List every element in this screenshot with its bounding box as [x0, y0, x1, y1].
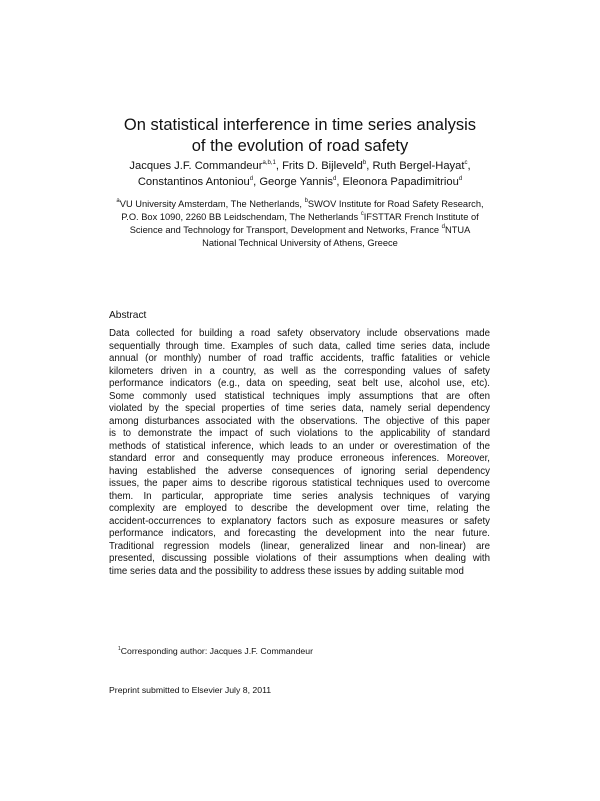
abstract-line: is to demonstrate the impact of such violations to the applicability of standard — [109, 428, 490, 439]
affiliation-text: IFSTTAR French Institute of — [363, 212, 479, 222]
abstract-heading: Abstract — [109, 310, 147, 321]
affil-mark: a — [116, 198, 120, 204]
abstract-line: issues, the paper aims to describe rigorous statistical techniques used to overcome — [109, 478, 490, 489]
abstract-line: sequentially through time. Examples of such data, called time series data, include — [109, 340, 490, 352]
affil-mark: c — [360, 211, 364, 217]
affiliation-text: NTUA — [445, 225, 471, 235]
author-affil-mark: a,b, — [262, 160, 273, 166]
author-name: Eleonora Papadimitriou — [342, 176, 459, 188]
abstract-line: having established the adverse consequences of ignoring serial dependency — [109, 465, 490, 477]
corresponding-author-footnote — [118, 646, 313, 656]
author-name: Jacques J.F. Commandeur — [129, 160, 263, 172]
affiliation-text: P.O. Box 1090, 2260 BB Leidschendam, The Netherlands — [121, 212, 359, 222]
affiliation-text: SWOV Institute for Road Safety Research, — [307, 199, 484, 209]
abstract-body — [109, 328, 490, 578]
author-affil-mark: b — [362, 160, 367, 166]
affiliation-text: VU University Amsterdam, The Netherlands — [119, 199, 300, 209]
abstract-line: Some commonly used statistical techniques imply assumptions that are often — [109, 390, 490, 402]
abstract-line: Data collected for building a road safety observatory include observations made — [109, 328, 490, 339]
abstract-line: among disturbances associated with the observations. The objective of this paper — [109, 415, 490, 427]
abstract-line: violated by the special properties of time series data, namely serial dependency — [109, 403, 490, 414]
abstract-line: kilometers driven in a country, as well as the corresponding values of safety — [109, 365, 490, 377]
affiliation-line-3 — [55, 224, 545, 237]
abstract-line: performance indicators, and forecasting the development into the near future. — [109, 528, 490, 539]
author-name: George Yannis — [259, 176, 333, 188]
author-name: Frits D. Bijleveld — [282, 160, 363, 172]
paper-title — [60, 115, 540, 157]
affiliation-line-4 — [55, 237, 545, 250]
abstract-line: standard error and consequently may produce erroneous inferences. Moreover, — [109, 453, 490, 464]
abstract-line: them. In particular, appropriate time series analysis techniques of varying — [109, 490, 490, 502]
abstract-line: presented, discussing possible violations of their assumptions when dealing with — [109, 553, 490, 564]
abstract-line: complexity are employed to describe the development over time, relating the — [109, 503, 490, 514]
author-affil-mark: c — [464, 160, 468, 166]
affil-mark: b — [304, 198, 308, 204]
corresponding-author-mark: 1 — [272, 160, 276, 166]
abstract-line: Traditional regression models (linear, generalized linear and non-linear) are — [109, 540, 490, 552]
affiliations — [55, 198, 545, 250]
footnote-mark: 1 — [118, 646, 121, 652]
affiliation-line-2 — [55, 211, 545, 224]
author-affil-mark: d — [249, 176, 254, 182]
preprint-notice: Preprint submitted to Elsevier July 8, 2011 — [109, 685, 272, 695]
title-line-2: of the evolution of road safety — [191, 137, 409, 155]
abstract-line: accident-occurrences to explanatory factors such as exposure measures or safety — [109, 515, 490, 527]
affiliation-text: Science and Technology for Transport, Development and Networks, France — [129, 225, 440, 235]
affil-mark: d — [441, 224, 445, 230]
author-affil-mark: d — [332, 176, 337, 182]
affiliation-line-1: $^a$VU University Amsterdam, The Netherlands, $^b$SWOV Institute for Road Safety Research, — [116, 198, 484, 209]
author-line-1: Jacques J.F. Commandeur$^{a,b,1}$, Frits D. Bijleveld$^b$, Ruth Bergel-Hayat$^c$, — [129, 160, 471, 172]
author-line-2: Constantinos Antoniou$^d$, George Yannis$^d$, Eleonora Papadimitriou$^d$ — [137, 176, 463, 188]
author-list — [50, 158, 550, 190]
affiliation-text: National Technical University of Athens, Greece — [202, 238, 398, 248]
footnote-text: Corresponding author: Jacques J.F. Commandeur — [120, 646, 313, 656]
author-name: Constantinos Antoniou — [137, 176, 250, 188]
title-line-1: On statistical interference in time series analysis — [123, 116, 477, 134]
author-affil-mark: d — [458, 176, 463, 182]
author-name: Ruth Bergel-Hayat — [372, 160, 465, 172]
abstract-line: methods of statistical inference, which leads to an under or overestimation of the — [109, 440, 490, 452]
abstract-line: performance indicators (e.g., data on speeding, seat belt use, alcohol use, etc). — [109, 378, 490, 389]
abstract-line: time series data and the possibility to address these issues by adding suitable mod — [109, 565, 464, 577]
abstract-line: annual (or monthly) number of road traffic accidents, traffic fatalities or vehicle — [109, 353, 490, 364]
